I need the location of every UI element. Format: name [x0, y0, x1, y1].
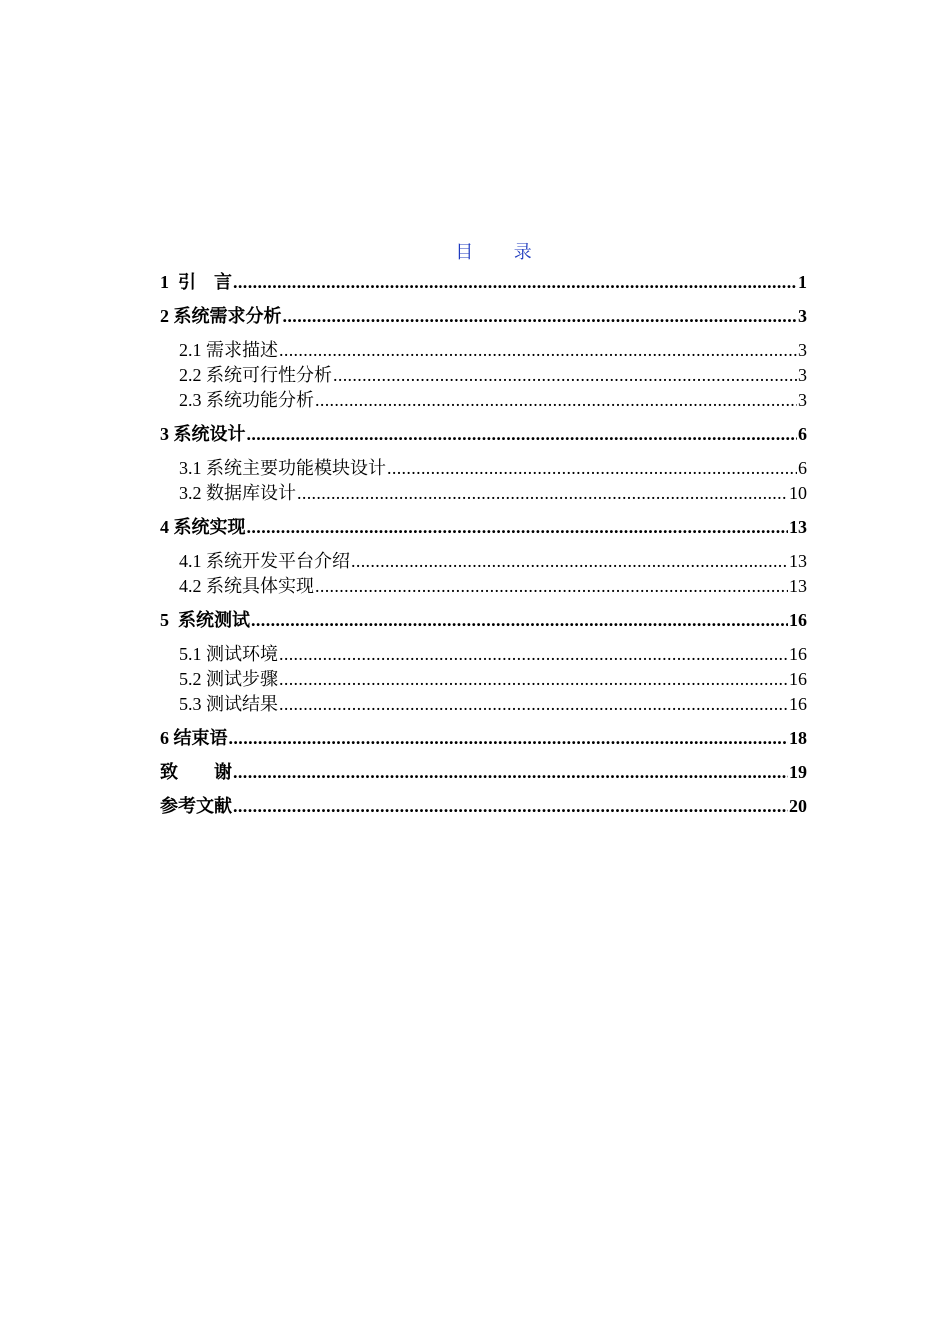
toc-page-number: 3 — [798, 365, 807, 385]
toc-entry-label: 3.1 系统主要功能模块设计 — [179, 458, 386, 478]
toc-leader-dots — [233, 270, 797, 295]
toc-page-number: 16 — [789, 610, 807, 630]
toc-entry-label: 6 结束语 — [160, 728, 228, 748]
toc-entry-label: 2.1 需求描述 — [179, 340, 278, 360]
toc-page-number: 3 — [798, 390, 807, 410]
toc-entry-label: 2.3 系统功能分析 — [179, 390, 314, 410]
toc-page-number: 13 — [789, 576, 807, 596]
toc-entry[interactable] — [160, 608, 807, 633]
toc-entry[interactable] — [160, 388, 807, 413]
toc-entry-label: 4 系统实现 — [160, 517, 246, 537]
toc-leader-dots — [279, 692, 788, 717]
toc-leader-dots — [279, 338, 797, 363]
toc-entry[interactable] — [160, 760, 807, 785]
toc-entry-label: 4.2 系统具体实现 — [179, 576, 314, 596]
toc-page-number: 1 — [798, 272, 807, 292]
toc-page-number: 19 — [789, 762, 807, 782]
toc-page-number: 10 — [789, 483, 807, 503]
toc-leader-dots — [279, 642, 788, 667]
toc-entry[interactable] — [160, 549, 807, 574]
toc-entry[interactable] — [160, 794, 807, 819]
toc-entry-label: 2 系统需求分析 — [160, 306, 282, 326]
toc-title: 目 录 — [455, 242, 550, 262]
toc-page-number: 3 — [798, 340, 807, 360]
table-of-contents — [160, 268, 807, 819]
toc-entry[interactable] — [160, 574, 807, 599]
toc-entry[interactable] — [160, 304, 807, 329]
toc-leader-dots — [233, 794, 788, 819]
toc-leader-dots — [315, 574, 788, 599]
toc-entry[interactable] — [160, 270, 807, 295]
toc-page-number: 16 — [789, 644, 807, 664]
toc-page-number: 13 — [789, 551, 807, 571]
toc-page-number: 20 — [789, 796, 807, 816]
toc-page-number: 6 — [798, 458, 807, 478]
toc-entry-label: 5.2 测试步骤 — [179, 669, 278, 689]
toc-entry-label: 2.2 系统可行性分析 — [179, 365, 332, 385]
toc-entry[interactable] — [160, 338, 807, 363]
toc-entry-label: 5.1 测试环境 — [179, 644, 278, 664]
toc-entry-label: 参考文献 — [160, 796, 232, 816]
toc-leader-dots — [333, 363, 797, 388]
toc-entry[interactable] — [160, 481, 807, 506]
toc-entry[interactable] — [160, 422, 807, 447]
toc-leader-dots — [283, 304, 798, 329]
toc-entry[interactable] — [160, 456, 807, 481]
toc-page-number: 13 — [789, 517, 807, 537]
toc-entry-label: 4.1 系统开发平台介绍 — [179, 551, 350, 571]
toc-entry[interactable] — [160, 642, 807, 667]
toc-leader-dots — [247, 422, 798, 447]
toc-leader-dots — [297, 481, 788, 506]
toc-leader-dots — [229, 726, 789, 751]
toc-leader-dots — [351, 549, 788, 574]
toc-entry-label: 5 系统测试 — [160, 610, 250, 630]
toc-leader-dots — [279, 667, 788, 692]
toc-entry-label: 3 系统设计 — [160, 424, 246, 444]
toc-page-number: 16 — [789, 669, 807, 689]
toc-leader-dots — [387, 456, 797, 481]
toc-leader-dots — [315, 388, 797, 413]
toc-page-number: 3 — [798, 306, 807, 326]
toc-page-number: 6 — [798, 424, 807, 444]
toc-entry[interactable] — [160, 692, 807, 717]
toc-entry[interactable] — [160, 363, 807, 388]
toc-entry-label: 5.3 测试结果 — [179, 694, 278, 714]
toc-entry[interactable] — [160, 667, 807, 692]
toc-entry[interactable] — [160, 726, 807, 751]
toc-entry-label: 3.2 数据库设计 — [179, 483, 296, 503]
toc-page-number: 18 — [789, 728, 807, 748]
toc-entry-label: 致 谢 — [160, 762, 232, 782]
toc-entry[interactable] — [160, 515, 807, 540]
toc-leader-dots — [233, 760, 788, 785]
toc-entry-label: 1 引 言 — [160, 272, 232, 292]
toc-leader-dots — [247, 515, 789, 540]
toc-leader-dots — [251, 608, 788, 633]
toc-page-number: 16 — [789, 694, 807, 714]
